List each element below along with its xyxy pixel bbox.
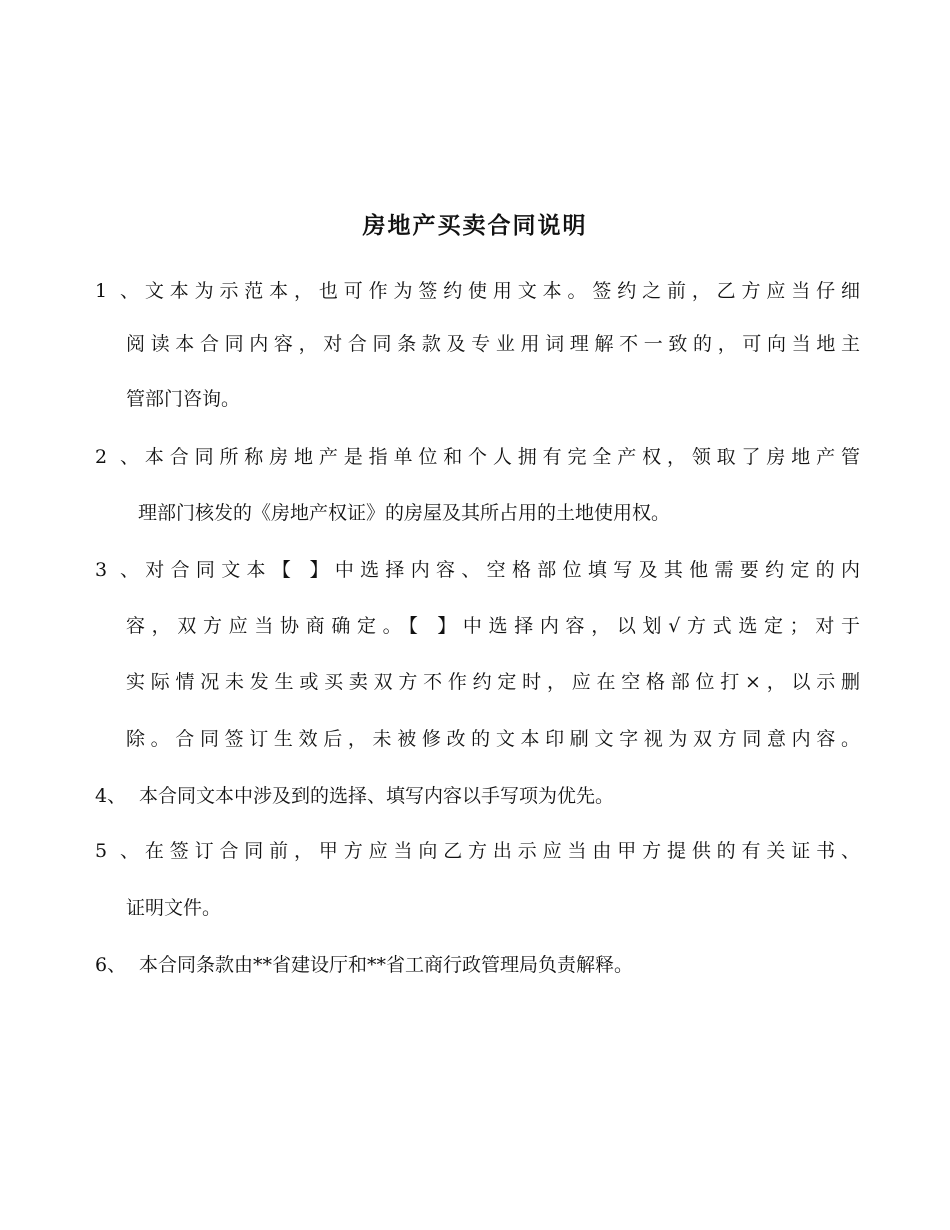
item-1-line-2: 阅读本合同内容，对合同条款及专业用词理解不一致的，可向当地主: [126, 333, 860, 355]
item-6-line-1: [95, 950, 860, 980]
item-1-line-1: [95, 276, 860, 306]
item-1-text-1: 文本为示范本，也可作为签约使用文本。签约之前，乙方应当仔细: [139, 280, 860, 302]
item-4-text-1: 本合同文本中涉及到的选择、填写内容以手写项为优先。: [139, 785, 615, 807]
item-2-line-1: [95, 442, 860, 472]
item-5-number: 5、: [95, 840, 139, 862]
item-3-line-4: 除。合同签订生效后，未被修改的文本印刷文字视为双方同意内容。: [126, 728, 860, 750]
item-1-number: 1、: [95, 280, 139, 302]
item-1-line-3: 管部门咨询。: [126, 388, 241, 410]
item-5-line-2: 证明文件。: [126, 897, 222, 919]
document-title: 房地产买卖合同说明: [362, 212, 588, 239]
item-3-text-1: 对合同文本【 】中选择内容、空格部位填写及其他需要约定的内: [139, 559, 860, 581]
item-6-number: 6、: [95, 954, 127, 976]
item-3-number: 3、: [95, 559, 139, 581]
item-3-line-3: 实际情况未发生或买卖双方不作约定时，应在空格部位打×，以示删: [126, 671, 860, 693]
item-5-text-1: 在签订合同前，甲方应当向乙方出示应当由甲方提供的有关证书、: [139, 840, 860, 862]
item-4-line-1: [95, 781, 860, 811]
item-5-line-1: [95, 836, 860, 866]
item-2-line-2: 理部门核发的《房地产权证》的房屋及其所占用的土地使用权。: [138, 502, 671, 524]
item-6-text-1: 本合同条款由**省建设厅和**省工商行政管理局负责解释。: [139, 954, 634, 976]
item-3-line-2: 容，双方应当协商确定。【 】中选择内容，以划√方式选定；对于: [126, 615, 860, 637]
item-4-number: 4、: [95, 785, 127, 807]
item-2-number: 2、: [95, 446, 139, 468]
item-3-line-1: [95, 555, 860, 585]
item-2-text-1: 本合同所称房地产是指单位和个人拥有完全产权，领取了房地产管: [139, 446, 860, 468]
